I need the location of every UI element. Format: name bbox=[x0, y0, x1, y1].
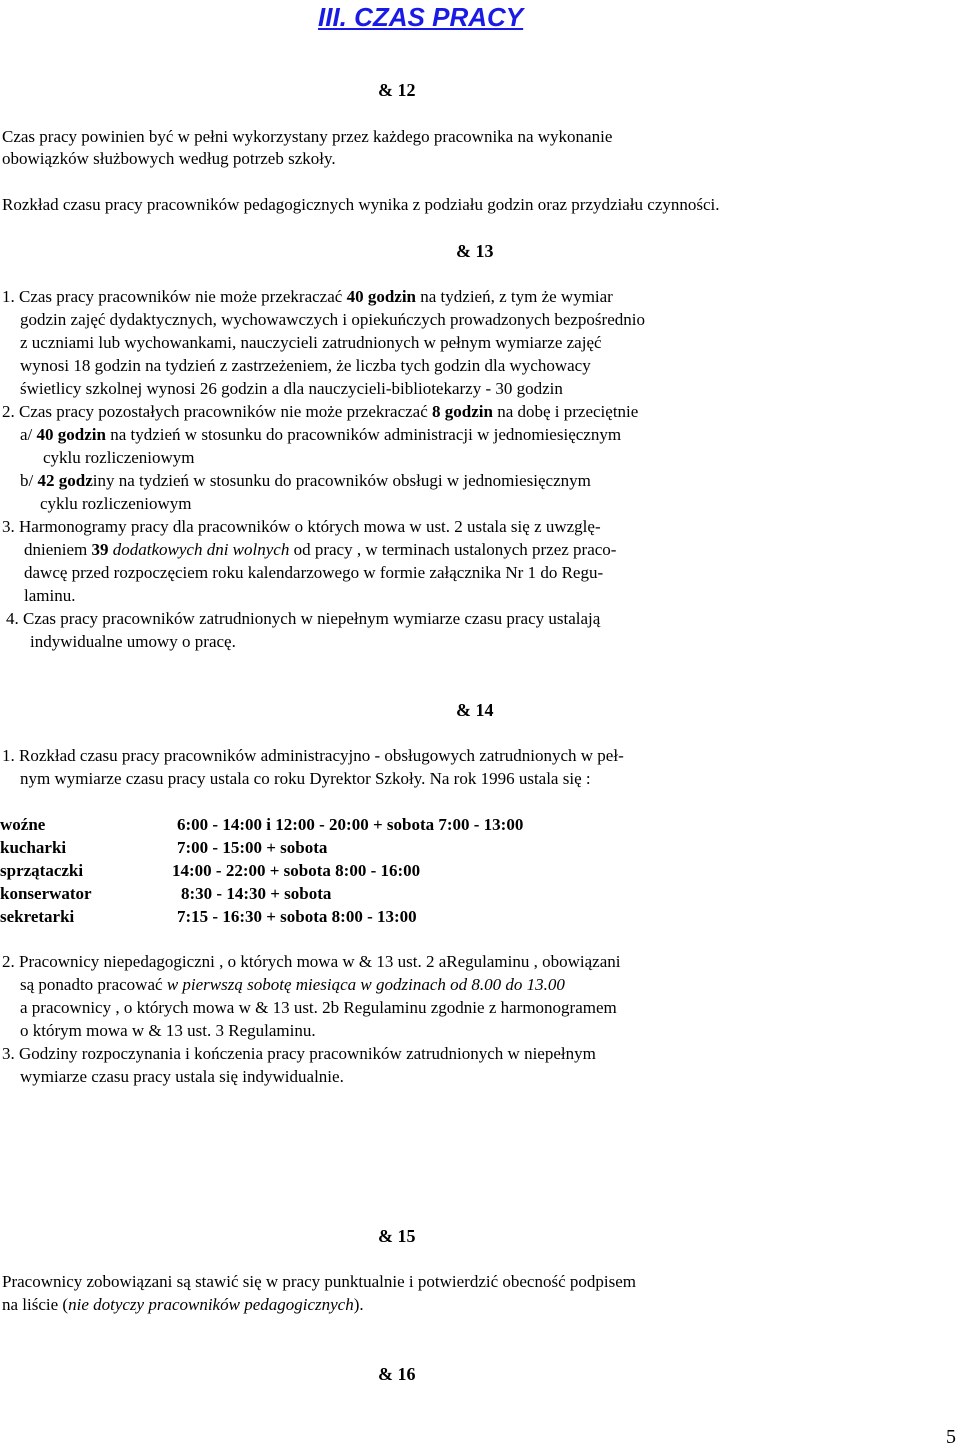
s14-item-3-line-2: wymiarze czasu pracy ustala się indywidualnie. bbox=[20, 1067, 344, 1086]
s13-item-3-line-2: dnieniem 39 dodatkowych dni wolnych od pracy , w terminach ustalonych przez praco- bbox=[24, 540, 617, 559]
schedule-role: sprzątaczki bbox=[0, 861, 84, 880]
s13-item-4-line-2: indywidualne umowy o pracę. bbox=[30, 632, 236, 651]
section-16-heading: & 16 bbox=[378, 1364, 416, 1384]
s12-paragraph-1-line-2: obowiązków służbowych według potrzeb szkoły. bbox=[2, 149, 336, 168]
schedule-hours: 7:00 - 15:00 + sobota bbox=[177, 838, 328, 857]
s13-item-2a-line-1: a/ 40 godzin na tydzień w stosunku do pracowników administracji w jednomiesięcznym bbox=[20, 425, 622, 444]
schedule-role: sekretarki bbox=[0, 907, 75, 926]
s13-item-3-line-3: dawcę przed rozpoczęciem roku kalendarzowego w formie załącznika Nr 1 do Regu- bbox=[24, 563, 604, 582]
s12-paragraph-2: Rozkład czasu pracy pracowników pedagogicznych wynika z podziału godzin oraz przydziału czynności. bbox=[2, 195, 720, 214]
s13-item-2b-line-1: b/ 42 godziny na tydzień w stosunku do pracowników obsługi w jednomiesięcznym bbox=[20, 471, 591, 490]
section-15-heading: & 15 bbox=[378, 1226, 416, 1246]
schedule-role: kucharki bbox=[0, 838, 67, 857]
s13-item-4-line-1: 4. Czas pracy pracowników zatrudnionych w niepełnym wymiarze czasu pracy ustalają bbox=[6, 609, 601, 628]
s13-item-1-line-5: świetlicy szkolnej wynosi 26 godzin a dla nauczycieli-bibliotekarzy - 30 godzin bbox=[20, 379, 563, 398]
s14-item-1-line-2: nym wymiarze czasu pracy ustala co roku Dyrektor Szkoły. Na rok 1996 ustala się : bbox=[20, 769, 591, 788]
s13-item-3-line-4: laminu. bbox=[24, 586, 76, 605]
s13-item-2-line-1: 2. Czas pracy pozostałych pracowników nie może przekraczać 8 godzin na dobę i przeciętnie bbox=[2, 402, 639, 421]
s14-item-2-line-4: o którym mowa w & 13 ust. 3 Regulaminu. bbox=[20, 1021, 316, 1040]
schedule-role: konserwator bbox=[0, 884, 92, 903]
schedule-hours: 7:15 - 16:30 + sobota 8:00 - 13:00 bbox=[177, 907, 417, 926]
s13-item-3-line-1: 3. Harmonogramy pracy dla pracowników o których mowa w ust. 2 ustala się z uwzglę- bbox=[2, 517, 601, 536]
s14-item-2-line-3: a pracownicy , o których mowa w & 13 ust. 2b Regulaminu zgodnie z harmonogramem bbox=[20, 998, 617, 1017]
s13-item-2b-line-2: cyklu rozliczeniowym bbox=[40, 494, 192, 513]
s14-item-2-line-1: 2. Pracownicy niepedagogiczni , o których mowa w & 13 ust. 2 aRegulaminu , obowiązani bbox=[2, 952, 621, 971]
schedule-hours: 6:00 - 14:00 i 12:00 - 20:00 + sobota 7:00 - 13:00 bbox=[177, 815, 524, 834]
s13-item-2a-line-2: cyklu rozliczeniowym bbox=[43, 448, 195, 467]
section-13-heading: & 13 bbox=[456, 241, 494, 261]
s13-item-1-line-3: z uczniami lub wychowankami, nauczycieli zatrudnionych w pełnym wymiarze zajęć bbox=[20, 333, 602, 352]
schedule-hours: 8:30 - 14:30 + sobota bbox=[181, 884, 332, 903]
page-number: 5 bbox=[946, 1426, 956, 1448]
s14-item-1-line-1: 1. Rozkład czasu pracy pracowników administracyjno - obsługowych zatrudnionych w peł- bbox=[2, 746, 624, 765]
section-12-heading: & 12 bbox=[378, 80, 416, 100]
s13-item-1-line-4: wynosi 18 godzin na tydzień z zastrzeżeniem, że liczba tych godzin dla wychowacy bbox=[20, 356, 591, 375]
chapter-title: III. CZAS PRACY bbox=[318, 2, 524, 32]
s15-paragraph-line-1: Pracownicy zobowiązani są stawić się w pracy punktualnie i potwierdzić obecność podpisem bbox=[2, 1272, 636, 1291]
s15-paragraph-line-2: na liście (nie dotyczy pracowników pedagogicznych). bbox=[2, 1295, 364, 1314]
schedule-role: woźne bbox=[0, 815, 46, 834]
work-schedule-table bbox=[0, 815, 700, 935]
s14-item-2-line-2: są ponadto pracować w pierwszą sobotę miesiąca w godzinach od 8.00 do 13.00 bbox=[20, 975, 565, 994]
s14-item-3-line-1: 3. Godziny rozpoczynania i kończenia pracy pracowników zatrudnionych w niepełnym bbox=[2, 1044, 596, 1063]
s13-item-1-line-1: 1. Czas pracy pracowników nie może przekraczać 40 godzin na tydzień, z tym że wymiar bbox=[2, 287, 613, 306]
schedule-hours: 14:00 - 22:00 + sobota 8:00 - 16:00 bbox=[172, 861, 421, 880]
s13-item-1-line-2: godzin zajęć dydaktycznych, wychowawczych i opiekuńczych prowadzonych bezpośrednio bbox=[20, 310, 645, 329]
s12-paragraph-1-line-1: Czas pracy powinien być w pełni wykorzystany przez każdego pracownika na wykonanie bbox=[2, 127, 613, 146]
section-14-heading: & 14 bbox=[456, 700, 494, 720]
